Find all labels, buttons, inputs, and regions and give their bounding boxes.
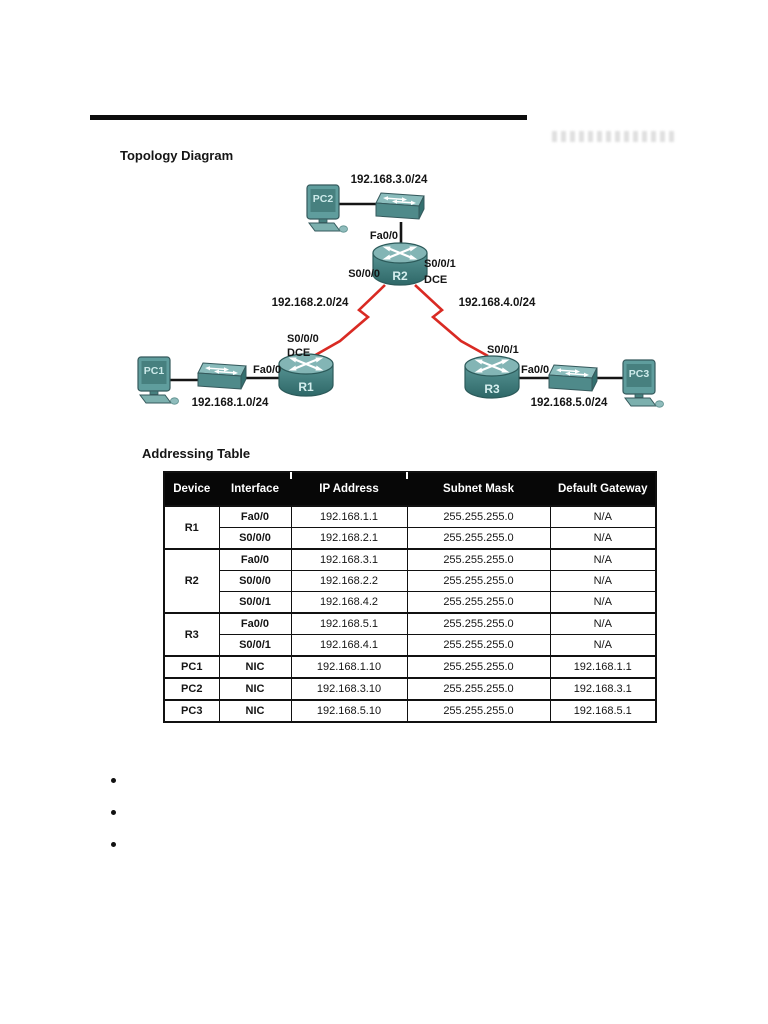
table-cell: 192.168.3.1 <box>291 549 407 571</box>
r3-s001-label: S0/0/1 <box>487 344 519 356</box>
pc1-label: PC1 <box>143 365 165 377</box>
table-cell: 255.255.255.0 <box>407 506 550 528</box>
net4-label: 192.168.4.0/24 <box>458 297 536 309</box>
switch-icon-right <box>549 365 597 391</box>
column-header-interface: Interface <box>219 472 291 506</box>
table-cell: S0/0/0 <box>219 571 291 592</box>
table-row <box>164 549 656 571</box>
table-header-notch <box>290 472 292 479</box>
table-cell: Fa0/0 <box>219 549 291 571</box>
net2-label: 192.168.2.0/24 <box>271 297 349 309</box>
table-cell: NIC <box>219 678 291 700</box>
table-cell: 192.168.4.1 <box>291 635 407 657</box>
router-r3-icon <box>465 356 519 398</box>
net3-label: 192.168.3.0/24 <box>350 174 428 186</box>
table-header-notch <box>406 472 408 479</box>
table-row <box>164 592 656 614</box>
net1-label: 192.168.1.0/24 <box>191 397 269 409</box>
table-row <box>164 635 656 657</box>
table-cell: NIC <box>219 656 291 678</box>
table-cell: 255.255.255.0 <box>407 635 550 657</box>
r1-label: R1 <box>298 380 314 394</box>
r1-s000-label: S0/0/0 <box>287 333 319 345</box>
column-header-device: Device <box>164 472 219 506</box>
table-cell: 255.255.255.0 <box>407 571 550 592</box>
device-cell: PC3 <box>164 700 219 722</box>
r2-s000-label: S0/0/0 <box>348 268 380 280</box>
r2-s001-label: S0/0/1 <box>424 258 456 270</box>
pc2-label: PC2 <box>312 193 334 205</box>
r2-label: R2 <box>392 269 408 283</box>
device-cell: PC2 <box>164 678 219 700</box>
table-cell: 192.168.2.2 <box>291 571 407 592</box>
pc2-icon <box>307 185 348 232</box>
r2-dce-label: DCE <box>424 274 448 286</box>
r3-fa00-label: Fa0/0 <box>521 364 550 376</box>
table-row <box>164 528 656 550</box>
table-cell: 192.168.5.1 <box>291 613 407 635</box>
table-cell: S0/0/1 <box>219 635 291 657</box>
table-cell: 255.255.255.0 <box>407 656 550 678</box>
serial-link-r2-r1 <box>312 285 385 357</box>
r3-label: R3 <box>484 382 500 396</box>
table-row <box>164 700 656 722</box>
table-cell: 192.168.1.1 <box>291 506 407 528</box>
bullet-item <box>111 842 116 847</box>
table-cell: S0/0/0 <box>219 528 291 550</box>
table-cell: 255.255.255.0 <box>407 678 550 700</box>
topology-heading: Topology Diagram <box>120 148 234 163</box>
table-cell: 192.168.5.10 <box>291 700 407 722</box>
table-cell: N/A <box>550 635 656 657</box>
table-cell: N/A <box>550 549 656 571</box>
net5-label: 192.168.5.0/24 <box>530 397 608 409</box>
table-cell: 255.255.255.0 <box>407 528 550 550</box>
addressing-heading: Addressing Table <box>142 446 251 461</box>
table-row <box>164 656 656 678</box>
table-row <box>164 506 656 528</box>
device-cell: R3 <box>164 613 219 656</box>
top-rule <box>90 115 527 120</box>
addressing-table <box>163 471 657 723</box>
column-header-default-gateway: Default Gateway <box>550 472 656 506</box>
table-cell: 255.255.255.0 <box>407 549 550 571</box>
table-cell: 255.255.255.0 <box>407 613 550 635</box>
r1-dce-label: DCE <box>287 347 311 359</box>
table-cell: S0/0/1 <box>219 592 291 614</box>
router-r1-icon <box>279 354 333 396</box>
device-cell: PC1 <box>164 656 219 678</box>
table-cell: N/A <box>550 571 656 592</box>
pc3-label: PC3 <box>628 368 650 380</box>
table-header-row <box>164 472 656 506</box>
table-cell: 255.255.255.0 <box>407 700 550 722</box>
table-cell: 192.168.4.2 <box>291 592 407 614</box>
table-cell: 192.168.1.1 <box>550 656 656 678</box>
table-row <box>164 571 656 592</box>
table-row <box>164 678 656 700</box>
table-row <box>164 613 656 635</box>
table-cell: NIC <box>219 700 291 722</box>
table-cell: 255.255.255.0 <box>407 592 550 614</box>
table-cell: N/A <box>550 506 656 528</box>
device-cell: R1 <box>164 506 219 549</box>
column-header-subnet-mask: Subnet Mask <box>407 472 550 506</box>
table-cell: N/A <box>550 613 656 635</box>
pc3-icon <box>623 360 664 407</box>
table-cell: Fa0/0 <box>219 506 291 528</box>
table-cell: 192.168.3.10 <box>291 678 407 700</box>
table-cell: 192.168.2.1 <box>291 528 407 550</box>
router-r2-icon <box>373 243 427 285</box>
table-cell: Fa0/0 <box>219 613 291 635</box>
bullet-item <box>111 778 116 783</box>
bullet-list <box>111 778 116 874</box>
serial-link-r2-r3 <box>415 285 488 356</box>
table-cell: 192.168.5.1 <box>550 700 656 722</box>
table-cell: 192.168.1.10 <box>291 656 407 678</box>
device-cell: R2 <box>164 549 219 613</box>
bullet-item <box>111 810 116 815</box>
column-header-ip-address: IP Address <box>291 472 407 506</box>
table-cell: N/A <box>550 528 656 550</box>
table-cell: 192.168.3.1 <box>550 678 656 700</box>
r1-fa00-label: Fa0/0 <box>253 364 282 376</box>
switch-icon-left <box>198 363 246 389</box>
r2-fa00-label: Fa0/0 <box>369 230 398 242</box>
table-cell: N/A <box>550 592 656 614</box>
topology-diagram <box>90 140 700 440</box>
switch-icon-top <box>376 193 424 219</box>
